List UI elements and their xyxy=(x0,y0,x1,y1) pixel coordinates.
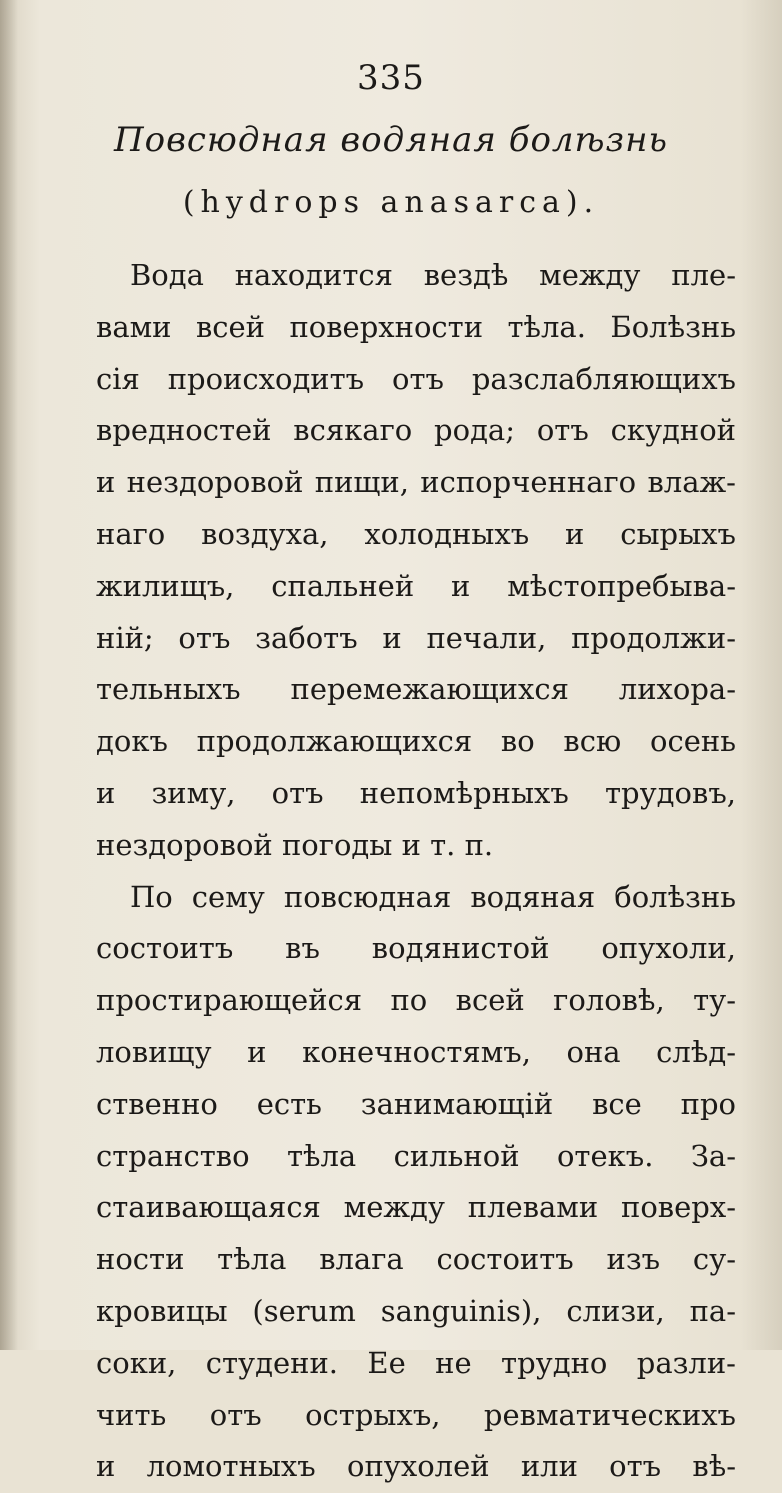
text-line: жилищъ, спальней и мѣстопребыва- xyxy=(96,568,736,603)
text-line: и ломотныхъ опухолей или отъ вѣ- xyxy=(96,1449,736,1484)
text-line: По сему повсюдная водяная болѣзнь xyxy=(130,879,736,914)
page-number: 335 xyxy=(357,58,425,98)
section-subheading: (hydrops anasarca). xyxy=(182,185,600,220)
text-line: ности тѣла влага состоитъ изъ су- xyxy=(96,1242,736,1277)
text-line: вами всей поверхности тѣла. Болѣзнь xyxy=(96,309,736,344)
text-line: соки, студени. Ее не трудно разли- xyxy=(96,1345,736,1380)
text-line: простирающейся по всей головѣ, ту- xyxy=(96,983,736,1018)
text-line: ственно есть занимающій все про xyxy=(96,1086,736,1121)
text-line: докъ продолжающихся во всю осень xyxy=(96,724,736,759)
text-line: Вода находится вездѣ между пле- xyxy=(130,258,736,292)
text-line: нездоровой погоды и т. п. xyxy=(96,827,494,862)
text-line: вредностей всякаго рода; отъ скудной xyxy=(96,413,736,448)
text-line: стаивающаяся между плевами поверх- xyxy=(96,1190,736,1225)
body-text xyxy=(96,250,736,1493)
text-line: наго воздуха, холодныхъ и сырыхъ xyxy=(96,516,736,551)
text-line: странство тѣла сильной отекъ. За- xyxy=(96,1138,736,1173)
text-line: чить отъ острыхъ, ревматическихъ xyxy=(96,1397,736,1432)
text-line: кровицы (serum sanguinis), слизи, па- xyxy=(96,1293,736,1328)
section-heading: Повсюдная водяная болѣзнь xyxy=(113,120,669,160)
text-line: и нездоровой пищи, испорченнаго влаж- xyxy=(96,465,736,500)
text-line: ній; отъ заботъ и печали, продолжи- xyxy=(96,620,736,655)
text-line: состоитъ въ водянистой опухоли, xyxy=(96,931,736,966)
text-line: ловищу и конечностямъ, она слѣд- xyxy=(96,1034,736,1069)
text-line: сія происходитъ отъ разслабляющихъ xyxy=(96,361,736,396)
text-line: и зиму, отъ непомѣрныхъ трудовъ, xyxy=(96,775,736,810)
text-line: тельныхъ перемежающихся лихора- xyxy=(96,672,736,707)
